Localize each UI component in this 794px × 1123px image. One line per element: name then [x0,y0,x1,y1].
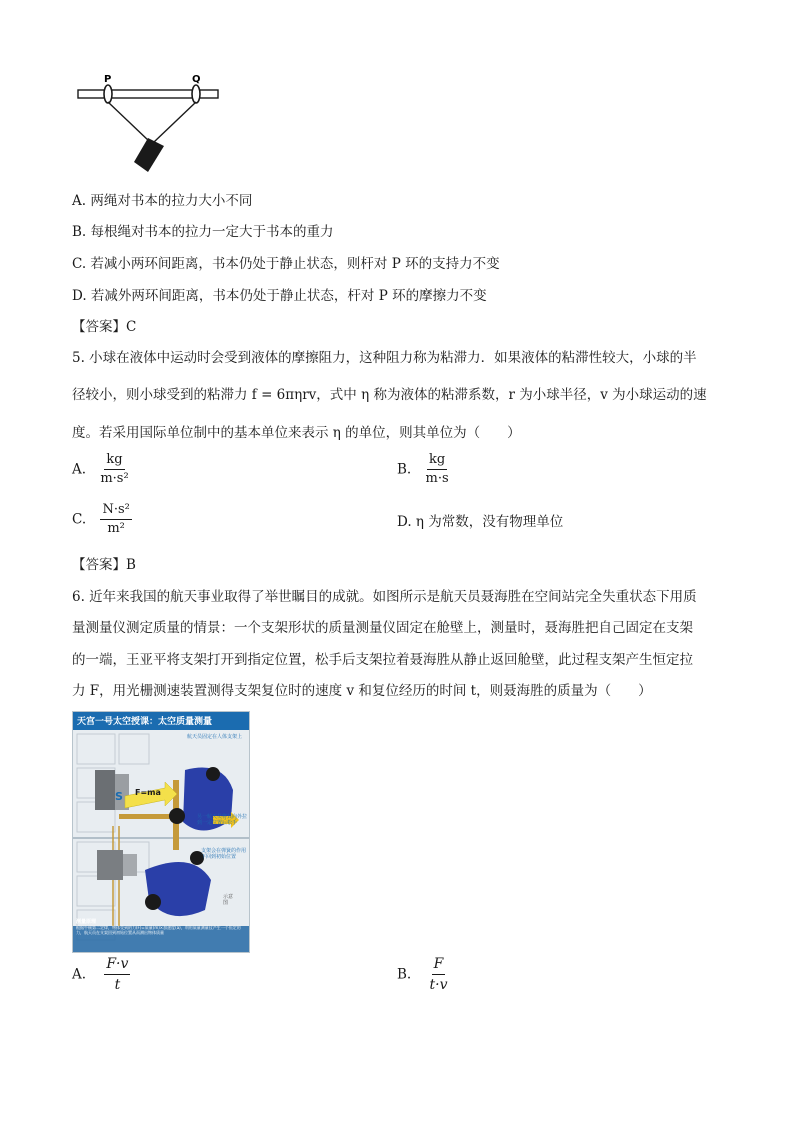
label-p: P [104,74,112,85]
q6-option-b-denominator: t·v [429,977,448,993]
q5-option-a [72,452,129,487]
book [134,138,164,172]
q5-text-line-2: 径较小，则小球受到的粘滞力 f = 6πηrv，式中 η 称为液体的粘滞系数，r 为小球半径，v 为小球运动的速 [72,387,707,403]
ring-q [192,85,200,103]
q4-option-a: A. 两绳对书本的拉力大小不同 [72,193,253,209]
q6-text-line-1: 6. 近年来我国的航天事业取得了举世瞩目的成就。如图所示是航天员聂海胜在空间站完全失重状态下用质 [72,589,697,605]
q6-option-b [397,955,448,994]
q5-option-b [397,452,449,487]
rod-ring-diagram [72,70,232,180]
q6-text-line-3: 的一端，王亚平将支架打开到指定位置，松手后支架拉着聂海胜从静止返回舱壁，此过程支架产生恒定拉 [72,652,693,668]
q5-option-a-denominator: m·s² [100,471,129,486]
rope-right [154,102,196,142]
illustration-note-push: 另一航天员将其向外拉到一定位置后松手 [197,814,248,826]
illustration-note-top: 航天员固定在人体支架上 [187,734,243,740]
illustration-note-return: 支架会在弹簧的作用下回到初始位置 [201,848,247,860]
illustration-diagram-label: 示意图 [223,894,234,906]
space-mass-illustration [72,711,250,953]
illustration-title: 天宫一号太空授课：太空质量测量 [77,717,213,727]
q6-option-a [72,955,130,994]
q5-option-c-label: C. [72,511,87,528]
q4-option-c: C. 若减小两环间距离，书本仍处于静止状态，则杆对 P 环的支持力不变 [72,256,500,272]
q6-option-a-label: A. [72,966,87,983]
q5-option-c [72,502,132,537]
q5-text-line-1: 5. 小球在液体中运动时会受到液体的摩擦阻力，这种阻力称为粘滞力．如果液体的粘滞性较大，小球的半 [72,350,697,366]
q5-option-b-denominator: m·s [425,471,449,486]
q6-option-a-fraction [104,955,130,994]
q6-option-b-numerator: F [432,955,446,975]
q6-option-a-numerator: F·v [104,955,130,975]
illustration-scene [73,730,249,952]
label-q: Q [192,74,201,85]
q6-text-line-4: 力 F，用光栅测速装置测得支架复位时的速度 v 和复位经历的时间 t，则聂海胜的质量为（ ） [72,683,652,699]
q6-option-b-label: B. [397,966,412,983]
q5-option-c-numerator: N·s² [100,502,131,520]
illustration-principle: 根据牛顿第二定律，物体受到的力(F)=质量(m)×加速度(a)，利用质量测量仪产生一个恒定的力，航天员在支架回到初始位置从而测出物体质量 [76,925,241,935]
q5-option-b-numerator: kg [427,452,447,470]
q5-option-b-label: B. [397,461,412,478]
ring-p [104,85,112,103]
q5-answer: 【答案】B [72,557,136,573]
q5-option-c-denominator: m² [107,521,125,536]
q6-option-a-denominator: t [114,977,121,993]
illustration-principle-title: 测量原理 [76,919,97,925]
q6-text-line-2: 量测量仪测定质量的情景：一个支架形状的质量测量仪固定在舱壁上，测量时，聂海胜把自己固定在支架 [72,620,693,636]
rope-left [108,102,150,142]
q4-option-b: B. 每根绳对书本的拉力一定大于书本的重力 [72,224,334,240]
q5-option-b-fraction [426,452,449,487]
q5-option-a-numerator: kg [104,452,124,470]
q4-option-d: D. 若减外两环间距离，书本仍处于静止状态，杆对 P 环的摩擦力不变 [72,288,487,304]
q5-option-d: D. η 为常数，没有物理单位 [397,514,564,530]
q5-option-a-label: A. [72,461,87,478]
q5-text-line-3: 度。若采用国际单位制中的基本单位来表示 η 的单位，则其单位为（ ） [72,425,521,441]
q5-option-a-fraction [100,452,128,487]
q4-answer: 【答案】C [72,319,137,335]
illustration-formula: F=ma [135,788,161,797]
q5-option-c-fraction [100,502,131,537]
illustration-s-label: S [115,790,123,803]
q6-option-b-fraction [430,955,448,994]
